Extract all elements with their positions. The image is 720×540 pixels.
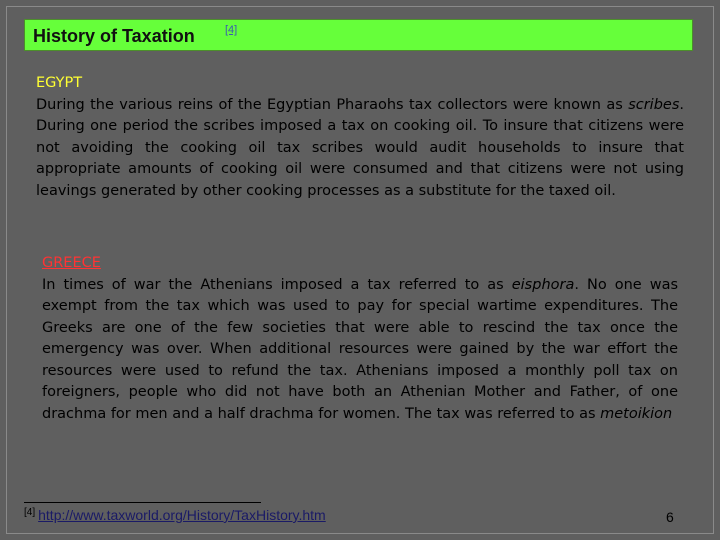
egypt-section (36, 73, 684, 202)
slide-title: History of Taxation (33, 26, 195, 46)
footnote-mark: [4] (24, 507, 36, 518)
title-footnote-ref-link[interactable]: [4] (225, 24, 238, 36)
greece-section (42, 253, 678, 425)
greece-text-part-1: In times of war the Athenians imposed a tax referred to as (42, 276, 512, 293)
title-bar (24, 19, 693, 51)
egypt-paragraph (36, 95, 684, 203)
footnote-url-link[interactable]: http://www.taxworld.org/History/TaxHistory.htm (38, 507, 326, 523)
egypt-term-scribes: scribes (628, 96, 680, 113)
greece-text-part-2: . No one was exempt from the tax which was used to pay for special wartime expenditures. The Greeks are one of the few societies that were able to rescind the tax once the emergency was over. When additional resources were gained by the war effort the resources were used to refund the tax. Athenians imposed a monthly poll tax on foreigners, people who did not have both an Athenian Mother and Father, of one drachma for men and a half drachma for women. The tax was referred to as (42, 276, 679, 422)
greece-term-eisphora: eisphora (511, 276, 575, 293)
egypt-text-part-1: During the various reins of the Egyptian Pharaohs tax collectors were known as (36, 96, 629, 113)
page-number: 6 (666, 509, 674, 525)
greece-heading: GREECE (42, 255, 101, 271)
egypt-heading: EGYPT (36, 75, 83, 91)
egypt-text-part-2: . During one period the scribes imposed a tax on cooking oil. To insure that citizens were not avoiding the cooking oil tax scribes would audit households to insure that appropriate amounts of cooking oil were consumed and that citizens were not using leavings generated by other cooking processes as a substitute for the taxed oil. (36, 96, 684, 199)
greece-term-metoikion: metoikion (600, 405, 673, 422)
footnote-divider (24, 502, 261, 503)
greece-paragraph (42, 275, 678, 426)
footnote (24, 507, 326, 525)
